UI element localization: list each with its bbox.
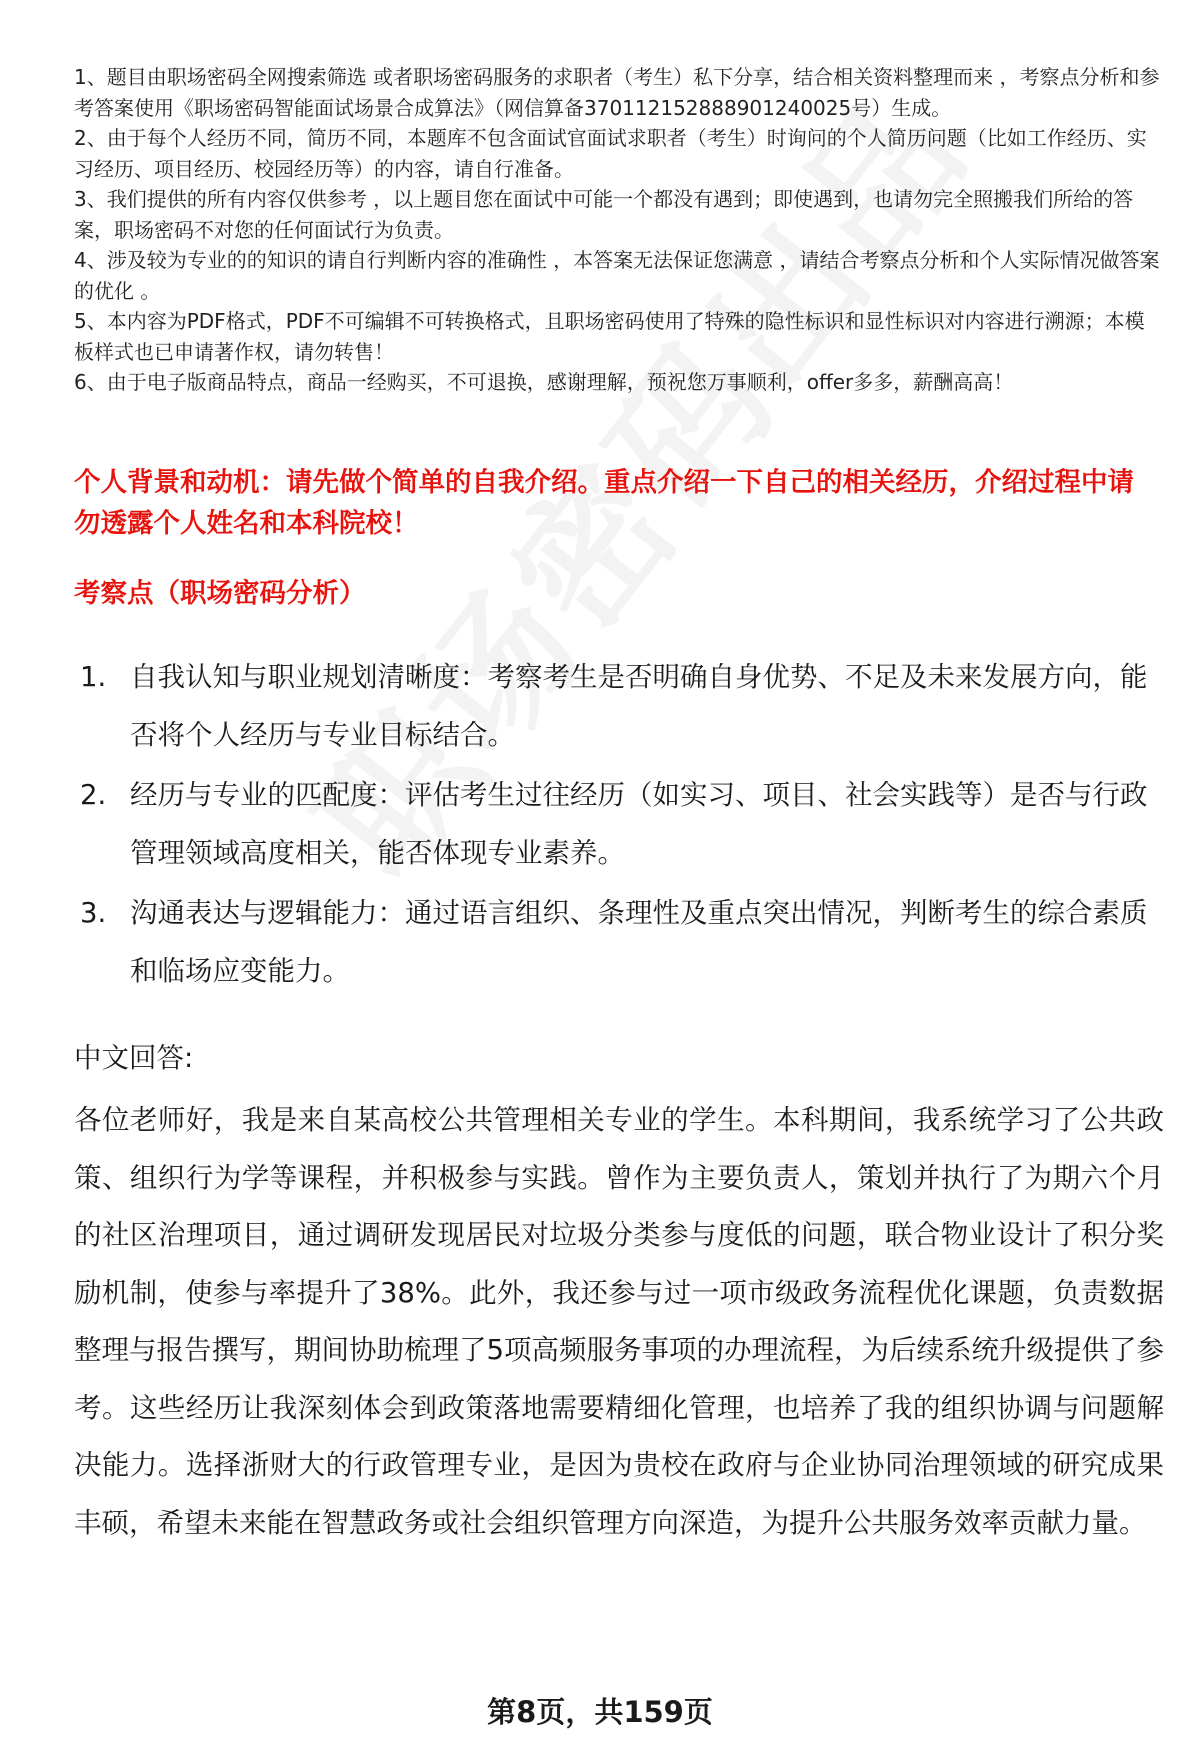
answer-label: 中文回答: [74, 1042, 194, 1074]
answer-text: 各位老师好，我是来自某高校公共管理相关专业的学生。本科期间，我系统学习了公共政策、组织行为学等课程，并积极参与实践。曾作为主要负责人，策划并执行了为期六个月的社区治理项目，通过调研发现居民对垃圾分类参与度低的问题，联合物业设计了积分奖励机制，使参与率提升了38%。此外，我还参与过一项市级政务流程优化课题，负责数据整理与报告撰写，期间协助梳理了5项高频服务事项的办理流程，为后续系统升级提供了参考。这些经历让我深刻体会到政策落地需要精细化管理，也培养了我的组织协调与问题解决能力。选择浙财大的行政管理专业，是因为贵校在政府与企业协同治理领域的研究成果丰硕，希望未来能在智慧政务或社会组织管理方向深造，为提升公共服务效率贡献力量。 [74, 1104, 1164, 1539]
analysis-points-list [80, 648, 1160, 1002]
list-item-text: 沟通表达与逻辑能力：通过语言组织、条理性及重点突出情况，判断考生的综合素质和临场应变能力。 [130, 897, 1148, 987]
disclaimer [74, 62, 1160, 398]
list-item-number: 2. [80, 779, 107, 811]
analysis-section-title: 考察点（职场密码分析） [74, 578, 366, 609]
disclaimer-item: 4、涉及较为专业的的知识的请自行判断内容的准确性 ，本答案无法保证您满意 ，请结合考察点分析和个人实际情况做答案的优化 。 [74, 248, 1160, 303]
disclaimer-item: 2、由于每个人经历不同，简历不同，本题库不包含面试官面试求职者（考生）时询问的个人简历问题（比如工作经历、实习经历、项目经历、校园经历等）的内容，请自行准备。 [74, 126, 1147, 181]
disclaimer-item: 5、本内容为PDF格式，PDF不可编辑不可转换格式，且职场密码使用了特殊的隐性标识和显性标识对内容进行溯源；本模板样式也已申请著作权，请勿转售！ [74, 309, 1145, 364]
list-item [80, 766, 1160, 882]
disclaimer-item: 3、我们提供的所有内容仅供参考 ，以上题目您在面试中可能一个都没有遇到；即使遇到，也请勿完全照搬我们所给的答案，职场密码不对您的任何面试行为负责。 [74, 187, 1134, 242]
list-item-text: 经历与专业的匹配度：评估考生过往经历（如实习、项目、社会实践等）是否与行政管理领域高度相关，能否体现专业素养。 [130, 779, 1148, 869]
page-number: 第8页，共159页 [487, 1695, 713, 1729]
list-item-number: 1. [80, 661, 107, 693]
list-item [80, 648, 1160, 764]
list-item-text: 自我认知与职业规划清晰度：考察考生是否明确自身优势、不足及未来发展方向，能否将个人经历与专业目标结合。 [130, 661, 1148, 751]
list-item-number: 3. [80, 897, 107, 929]
list-item [80, 884, 1160, 1000]
question-heading: 个人背景和动机：请先做个简单的自我介绍。重点介绍一下自己的相关经历，介绍过程中请勿透露个人姓名和本科院校！ [74, 467, 1134, 539]
disclaimer-item: 1、题目由职场密码全网搜索筛选 或者职场密码服务的求职者（考生）私下分享，结合相关资料整理而来 ，考察点分析和参考答案使用《职场密码智能面试场景合成算法》（网信算备370112152888901240025号）生成。 [74, 65, 1160, 120]
disclaimer-item: 6、由于电子版商品特点，商品一经购买，不可退换，感谢理解，预祝您万事顺利，offer多多，薪酬高高！ [74, 370, 1014, 394]
